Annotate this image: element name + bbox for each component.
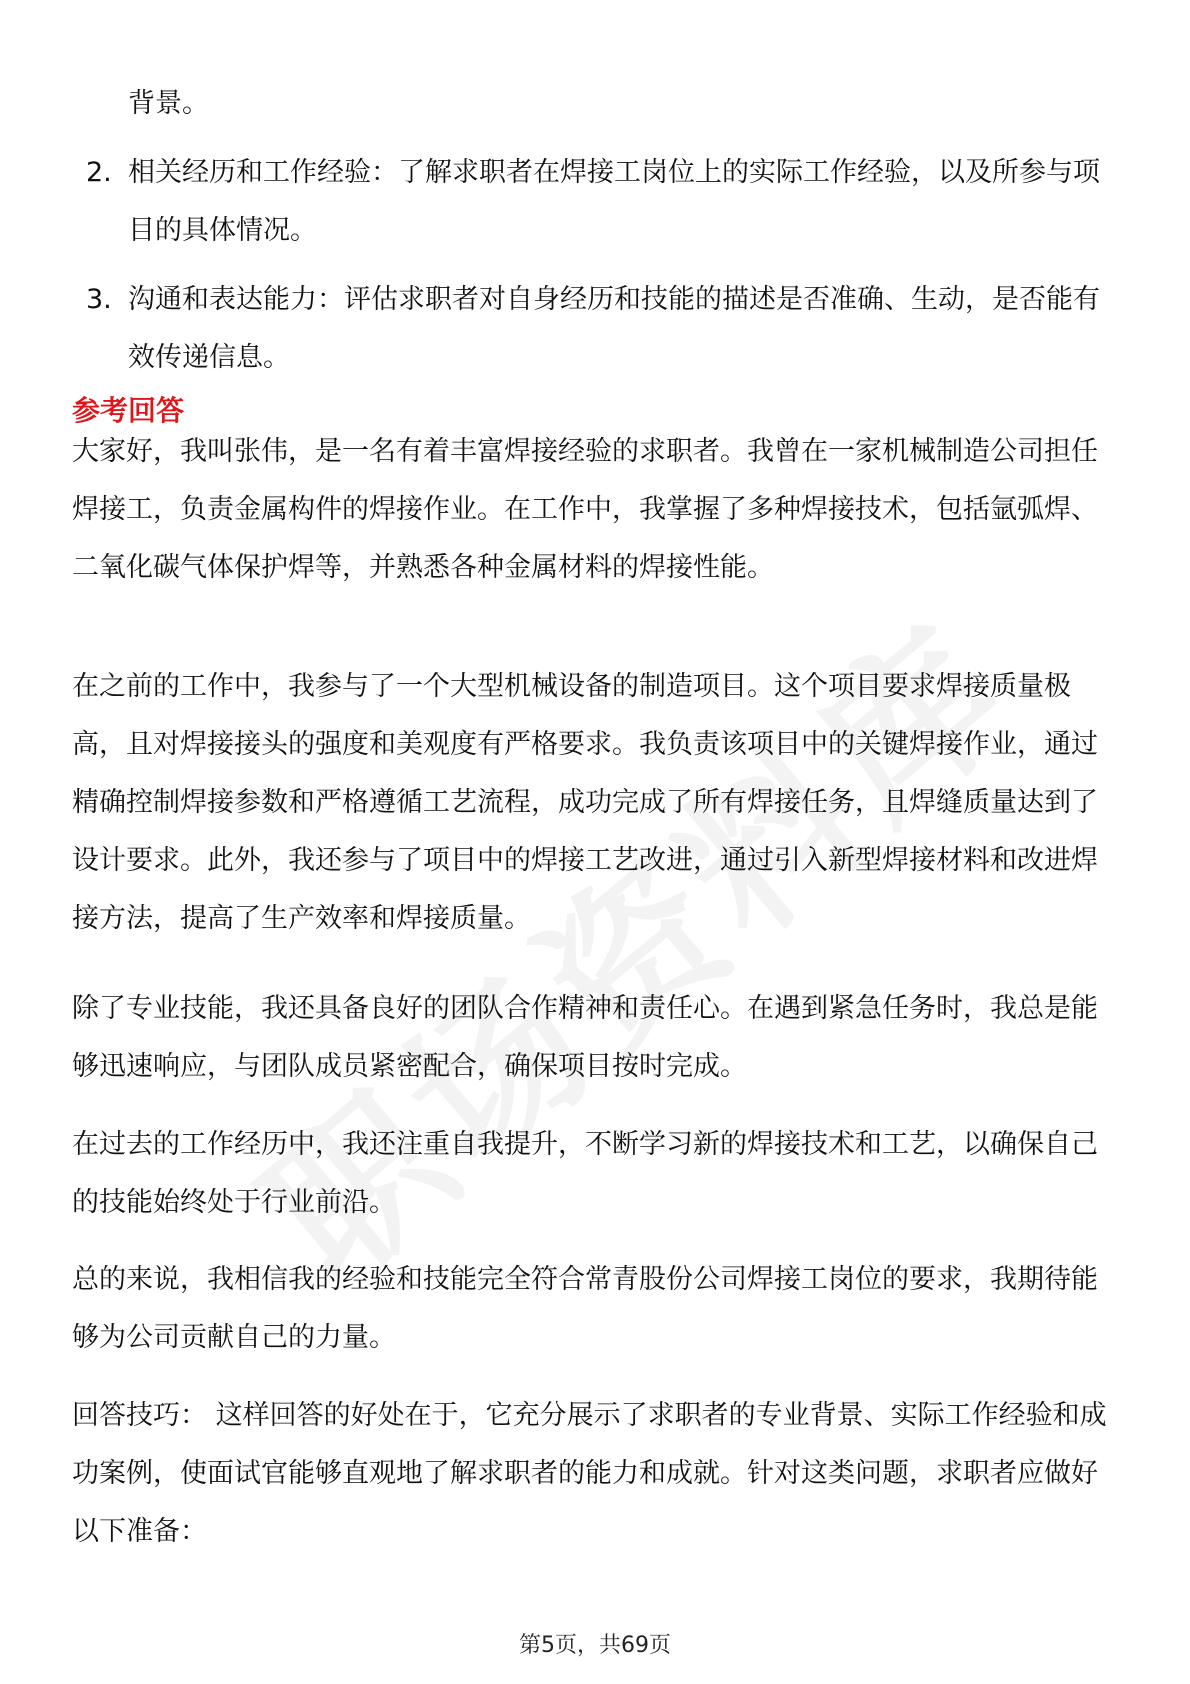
section-title: 参考回答 (72, 394, 185, 427)
paragraph: 回答技巧： 这样回答的好处在于，它充分展示了求职者的专业背景、实际工作经验和成功案例，使面试官能够直观地了解求职者的能力和成就。针对这类问题，求职者应做好以下准备： (72, 1400, 1107, 1547)
page-footer: 第5页，共69页 (519, 1633, 671, 1658)
list-item-number: 3. (86, 284, 112, 315)
list-item-text: 背景。 (128, 88, 209, 119)
list-item (86, 271, 1126, 387)
paragraph: 大家好，我叫张伟，是一名有着丰富焊接经验的求职者。我曾在一家机械制造公司担任焊接工，负责金属构件的焊接作业。在工作中，我掌握了多种焊接技术，包括氩弧焊、二氧化碳气体保护焊等，并熟悉各种金属材料的焊接性能。 (72, 436, 1098, 583)
list-item-text: 相关经历和工作经验：了解求职者在焊接工岗位上的实际工作经验，以及所参与项目的具体情况。 (128, 157, 1100, 246)
paragraph: 在过去的工作经历中，我还注重自我提升，不断学习新的焊接技术和工艺，以确保自己的技能始终处于行业前沿。 (72, 1129, 1098, 1218)
list-item-number: 2. (86, 157, 112, 188)
paragraph: 在之前的工作中，我参与了一个大型机械设备的制造项目。这个项目要求焊接质量极高，且对焊接接头的强度和美观度有严格要求。我负责该项目中的关键焊接作业，通过精确控制焊接参数和严格遵循工艺流程，成功完成了所有焊接任务，且焊缝质量达到了设计要求。此外，我还参与了项目中的焊接工艺改进，通过引入新型焊接材料和改进焊接方法，提高了生产效率和焊接质量。 (72, 671, 1098, 934)
paragraph: 除了专业技能，我还具备良好的团队合作精神和责任心。在遇到紧急任务时，我总是能够迅速响应，与团队成员紧密配合，确保项目按时完成。 (72, 993, 1098, 1082)
list-item (86, 144, 1126, 260)
paragraph: 总的来说，我相信我的经验和技能完全符合常青股份公司焊接工岗位的要求，我期待能够为公司贡献自己的力量。 (72, 1264, 1098, 1353)
list-item-text: 沟通和表达能力：评估求职者对自身经历和技能的描述是否准确、生动，是否能有效传递信息。 (128, 284, 1100, 373)
cut-off-line (128, 34, 1078, 56)
list-item-continuation (86, 75, 1126, 133)
numbered-list (86, 75, 1126, 398)
